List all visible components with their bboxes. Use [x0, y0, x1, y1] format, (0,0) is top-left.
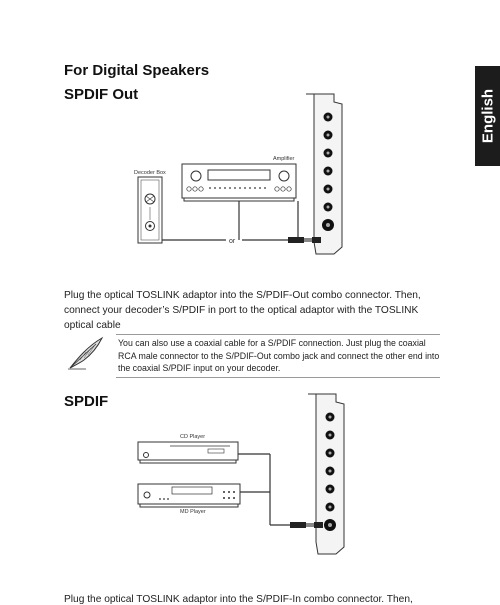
optical-connector: [288, 237, 321, 243]
cd-player-device: [138, 442, 238, 463]
cd-player-label: CD Player: [180, 434, 206, 440]
md-player-device: [138, 484, 240, 507]
note-box: [64, 334, 440, 378]
or-label: or: [229, 238, 236, 245]
note-text: You can also use a coaxial cable for a S/PDIF connection. Just plug the coaxial RCA male connector to the S/PDIF-Out combo jack and connect the other end into the coaxial S/PDIF input on your decoder.: [118, 338, 440, 373]
connection-cables-2: [238, 454, 292, 525]
language-tab-label: English: [479, 88, 496, 144]
spdif-in-heading: SPDIF: [64, 393, 109, 410]
spdif-out-instruction: Plug the optical TOSLINK adaptor into the S/PDIF-Out combo connector. Then, connect your decoder’s S/PDIF in port to the optical adaptor with the TOSLINK optical cable: [64, 290, 421, 331]
spdif-in-instruction: Plug the optical TOSLINK adaptor into the S/PDIF-In combo connector. Then,: [64, 594, 413, 605]
amplifier-device: [182, 164, 296, 201]
section-title: For Digital Speakers: [64, 62, 210, 79]
spdif-in-diagram: [130, 392, 350, 562]
md-player-label: MD Player: [180, 509, 206, 515]
sound-card-bracket-2: [308, 394, 344, 554]
decoder-box-label: Decoder Box: [134, 170, 166, 176]
note-bottom-rule: [116, 377, 440, 378]
feather-pen-icon: [66, 336, 106, 370]
optical-connector-2: [290, 522, 323, 528]
amplifier-label: Amplifier: [273, 156, 295, 162]
language-tab: [475, 66, 500, 166]
decoder-box-device: [138, 177, 162, 243]
connection-cables: [162, 201, 298, 240]
spdif-out-heading: SPDIF Out: [64, 86, 139, 103]
note-top-rule: [116, 334, 440, 335]
sound-card-bracket: [306, 94, 342, 254]
spdif-out-diagram: [130, 92, 350, 262]
